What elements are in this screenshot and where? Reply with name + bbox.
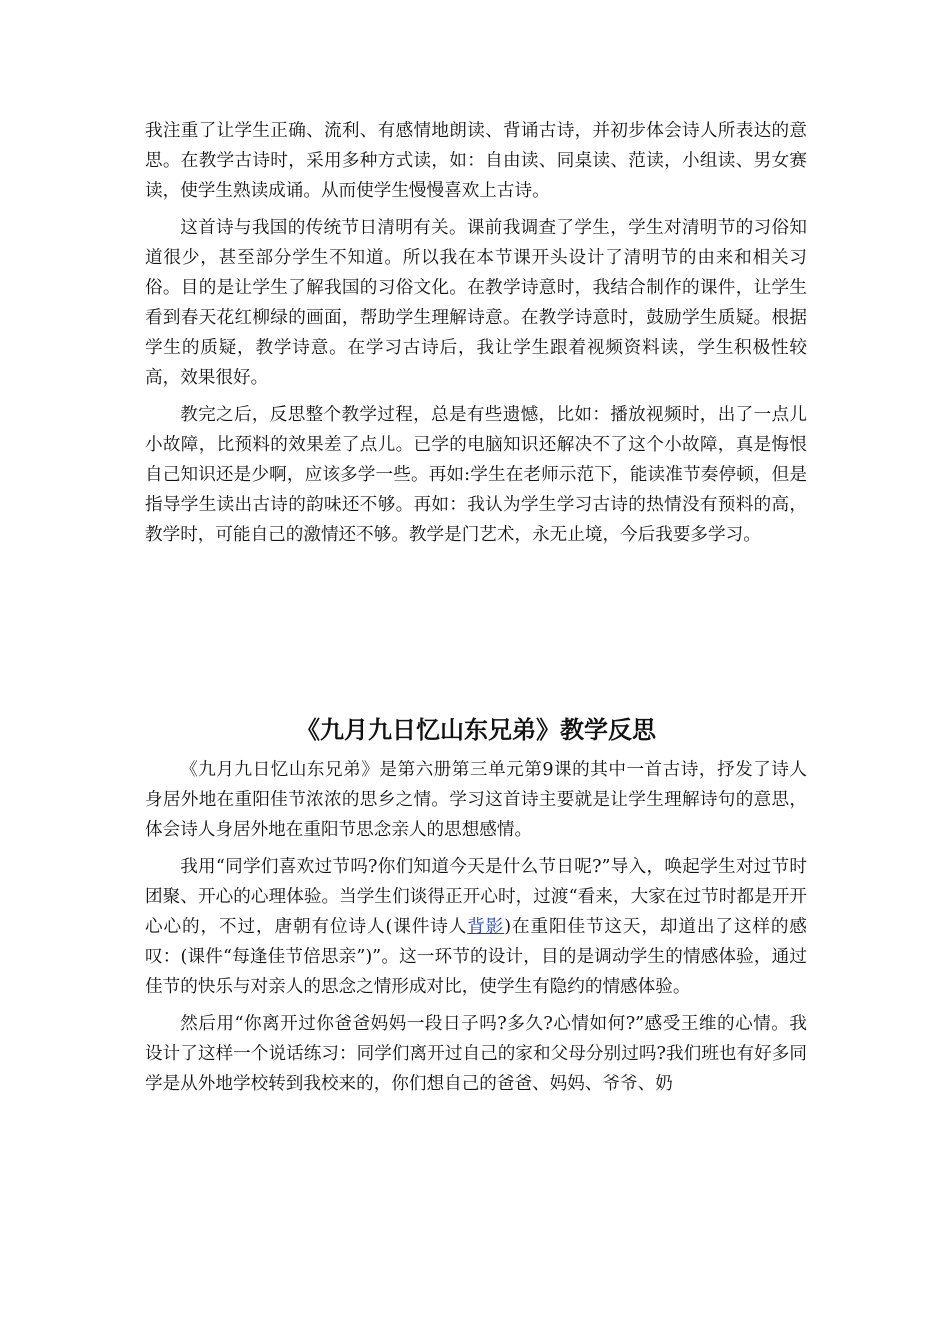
paragraph-text: 我用“同学们喜欢过节吗?你们知道今天是什么节日呢?”导入，唤起学生对过节时团聚、开心的心理体验。当学生们谈得正开心时，过渡“看来，大家在过节时都是开开心心的，不过，唐朝有位诗人(课件诗人 (145, 857, 807, 937)
paragraph: 我注重了让学生正确、流利、有感情地朗读、背诵古诗，并初步体会诗人所表达的意思。在教学古诗时，采用多种方式读，如：自由读、同桌读、范读，小组读、男女赛读，使学生熟读成诵。从而使学生慢慢喜欢上古诗。 (145, 121, 807, 201)
paragraph (145, 852, 807, 1002)
paragraph: 教完之后，反思整个教学过程，总是有些遗憾，比如：播放视频时，出了一点儿小故障，比预料的效果差了点儿。已学的电脑知识还解决不了这个小故障，真是悔恨自己知识还是少啊，应该多学一些。再如:学生在老师示范下，能读准节奏停顿，但是指导学生读出古诗的韵味还不够。再如：我认为学生学习古诗的热情没有预料的高，教学时，可能自己的激情还不够。教学是门艺术，永无止境，今后我要多学习。 (145, 405, 807, 545)
section-previous-reflection (145, 116, 807, 557)
paragraph: 《九月九日忆山东兄弟》是第六册第三单元第9课的其中一首古诗，抒发了诗人身居外地在重阳佳节浓浓的思乡之情。学习这首诗主要就是让学生理解诗句的意思，体会诗人身居外地在重阳节思念亲人的思想感情。 (145, 760, 807, 840)
section-poem-reflection (145, 755, 807, 1106)
section-title: 《九月九日忆山东兄弟》教学反思 (296, 715, 656, 744)
paragraph: 这首诗与我国的传统节日清明有关。课前我调查了学生，学生对清明节的习俗知道很少，甚至部分学生不知道。所以我在本节课开头设计了清明节的由来和相关习俗。目的是让学生了解我国的习俗文化。在教学诗意时，我结合制作的课件，让学生看到春天花红柳绿的画面，帮助学生理解诗意。在教学诗意时，鼓励学生质疑。根据学生的质疑，教学诗意。在学习古诗后，我让学生跟着视频资料读，学生积极性较高，效果很好。 (145, 218, 807, 388)
paragraph-text: )在重阳佳节这天，却道出了这样的感叹：(课件“每逢佳节倍思亲”)”。这一环节的设计，目的是调动学生的情感体验，通过佳节的快乐与对亲人的思念之情形成对比，使学生有隐约的情感体验。 (145, 917, 807, 997)
link-beiying[interactable]: 背影 (467, 917, 505, 937)
paragraph: 然后用“你离开过你爸爸妈妈一段日子吗?多久?心情如何?”感受王维的心情。我设计了这样一个说话练习：同学们离开过自己的家和父母分别过吗?我们班也有好多同学是从外地学校转到我校来的，你们想自己的爸爸、妈妈、爷爷、奶 (145, 1014, 807, 1094)
